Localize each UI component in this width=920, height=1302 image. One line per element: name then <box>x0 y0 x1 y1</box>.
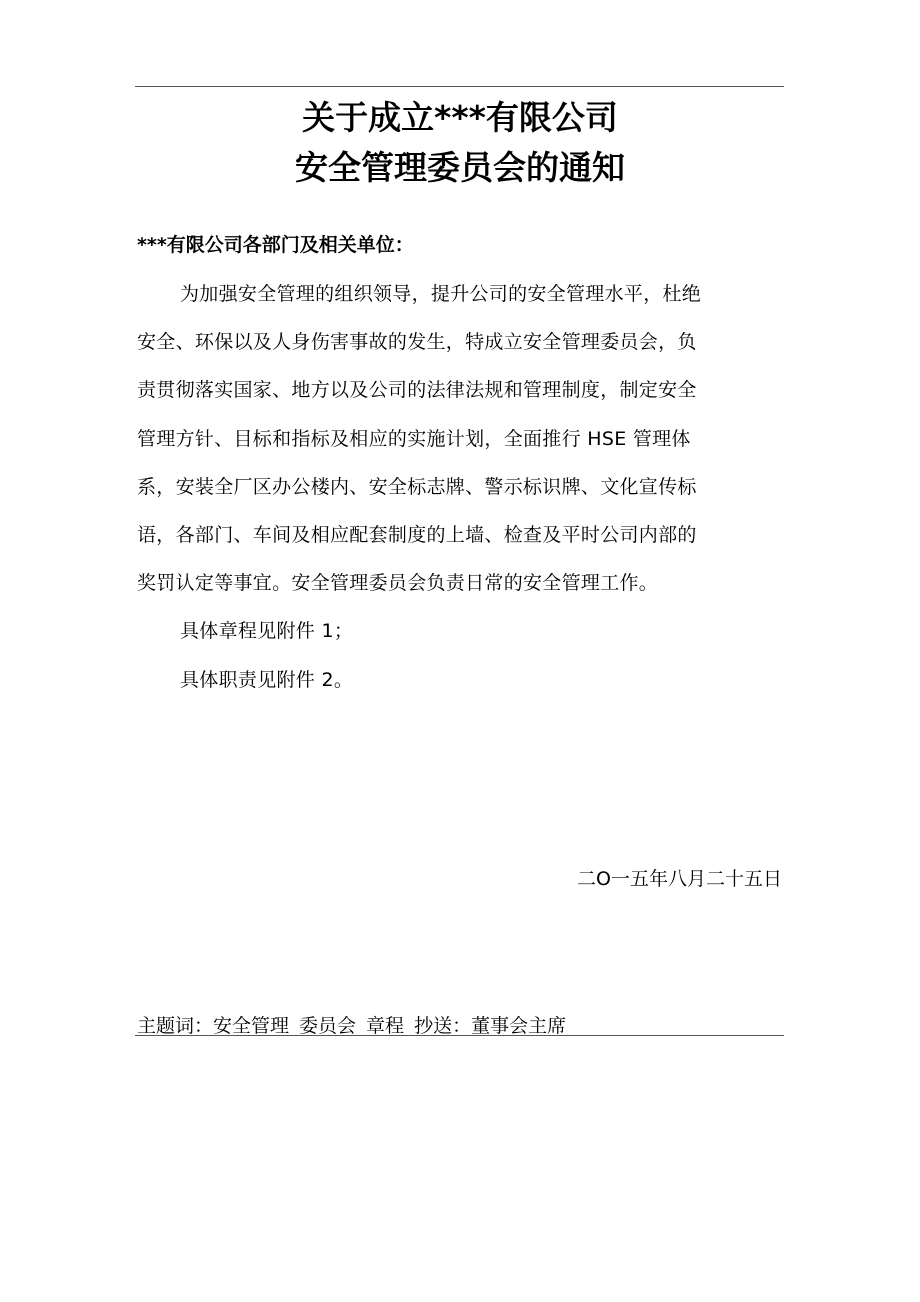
body-line-2: 安全、环保以及人身伤害事故的发生，特成立安全管理委员会，负 <box>137 331 697 353</box>
keywords-label: 主题词： <box>137 1015 214 1037</box>
document-title-line-1: 关于成立***有限公司 <box>302 98 618 137</box>
keyword-3: 章程 <box>366 1015 405 1037</box>
body-line-1: 为加强安全管理的组织领导，提升公司的安全管理水平，杜绝 <box>180 283 702 305</box>
salutation: ***有限公司各部门及相关单位： <box>137 234 414 256</box>
cc-value: 董事会主席 <box>471 1015 567 1037</box>
cc-label: 抄送： <box>414 1015 472 1037</box>
footer-keywords-cc <box>137 1011 576 1038</box>
keyword-1: 安全管理 <box>213 1015 290 1037</box>
body-line-7: 奖罚认定等事宜。安全管理委员会负责日常的安全管理工作。 <box>137 572 659 594</box>
bottom-divider <box>135 1035 784 1036</box>
attachment-2-note: 具体职责见附件 2。 <box>180 669 354 691</box>
keyword-2: 委员会 <box>299 1015 357 1037</box>
body-line-3: 责贯彻落实国家、地方以及公司的法律法规和管理制度，制定安全 <box>137 379 697 401</box>
document-title-line-2: 安全管理委员会的通知 <box>295 148 625 187</box>
attachment-1-note: 具体章程见附件 1； <box>180 620 354 642</box>
body-line-6: 语，各部门、车间及相应配套制度的上墙、检查及平时公司内部的 <box>137 524 697 546</box>
top-divider <box>135 86 784 87</box>
body-line-4: 管理方针、目标和指标及相应的实施计划，全面推行 HSE 管理体 <box>137 428 691 450</box>
issue-date: 二O一五年八月二十五日 <box>577 868 782 890</box>
body-line-5: 系，安装全厂区办公楼内、安全标志牌、警示标识牌、文化宣传标 <box>137 476 697 498</box>
